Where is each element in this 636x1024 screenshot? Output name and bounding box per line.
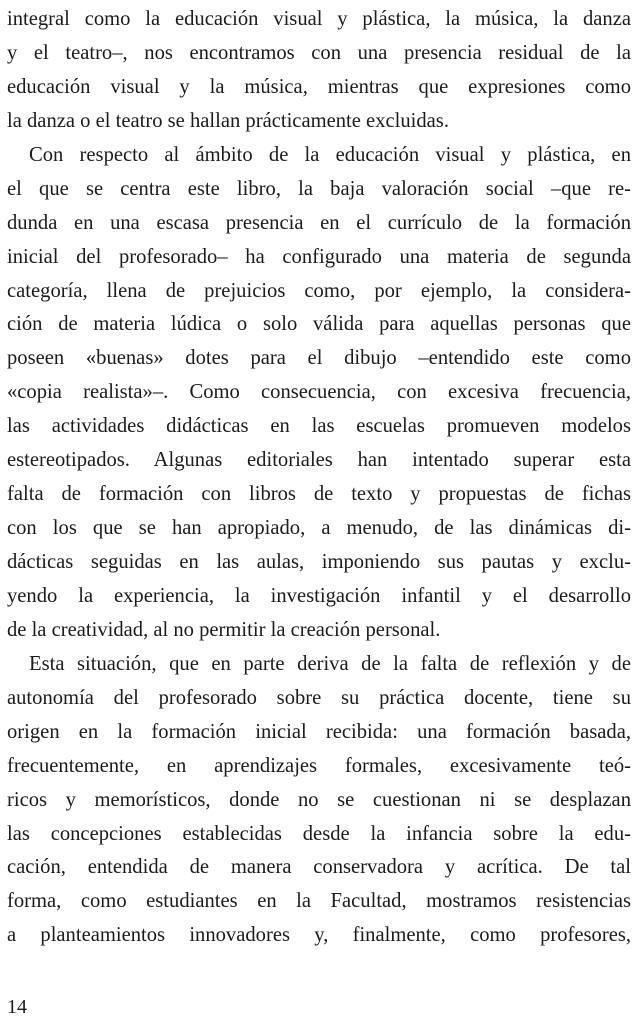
text-line: integral como la educación visual y plástica, la música, la danza: [7, 8, 631, 30]
text-line: ción de materia lúdica o solo válida para aquellas personas que: [7, 313, 631, 336]
text-line: las actividades didácticas en las escuelas promueven modelos: [7, 415, 631, 438]
text-line: de la creatividad, al no permitir la creación personal.: [7, 618, 441, 641]
text-line: dácticas seguidas en las aulas, imponiendo sus pautas y exclu-: [7, 551, 631, 573]
text-line: las concepciones establecidas desde la infancia sobre la edu-: [7, 822, 631, 845]
text-line: autonomía del profesorado sobre su práctica docente, tiene su: [7, 686, 631, 709]
page-number: 14: [7, 996, 27, 1018]
text-line: dunda en una escasa presencia en el currículo de la formación: [7, 211, 631, 234]
text-line: educación visual y la música, mientras que expresiones como: [7, 75, 631, 98]
text-line: yendo la experiencia, la investigación infantil y el desarrollo: [7, 584, 631, 607]
text-line: estereotipados. Algunas editoriales han intentado superar esta: [7, 449, 631, 472]
text-line: Con respecto al ámbito de la educación visual y plástica, en: [29, 143, 631, 166]
text-line: ricos y memorísticos, donde no se cuestionan ni se desplazan: [7, 788, 631, 811]
text-line: con los que se han apropiado, a menudo, de las dinámicas di-: [7, 517, 631, 540]
text-line: y el teatro–, nos encontramos con una presencia residual de la: [7, 41, 631, 64]
text-line: forma, como estudiantes en la Facultad, mostramos resistencias: [7, 890, 631, 913]
text-line: falta de formación con libros de texto y propuestas de fichas: [7, 483, 631, 506]
text-line: poseen «buenas» dotes para el dibujo –entendido este como: [7, 347, 631, 370]
text-line: el que se centra este libro, la baja valoración social –que re-: [7, 177, 631, 200]
text-line: Esta situación, que en parte deriva de la falta de reflexión y de: [29, 652, 631, 675]
text-line: frecuentemente, en aprendizajes formales, excesivamente teó-: [7, 754, 631, 777]
text-line: cación, entendida de manera conservadora y acrítica. De tal: [7, 856, 631, 879]
text-line: inicial del profesorado– ha configurado una materia de segunda: [7, 245, 631, 268]
body-text: [7, 3, 631, 953]
text-line: categoría, llena de prejuicios como, por ejemplo, la considera-: [7, 279, 631, 302]
text-line: «copia realista»–. Como consecuencia, con excesiva frecuencia,: [7, 381, 631, 404]
text-line: a planteamientos innovadores y, finalmente, como profesores,: [7, 924, 631, 947]
text-line: la danza o el teatro se hallan prácticamente excluidas.: [7, 109, 449, 132]
text-line: origen en la formación inicial recibida: una formación basada,: [7, 720, 631, 743]
